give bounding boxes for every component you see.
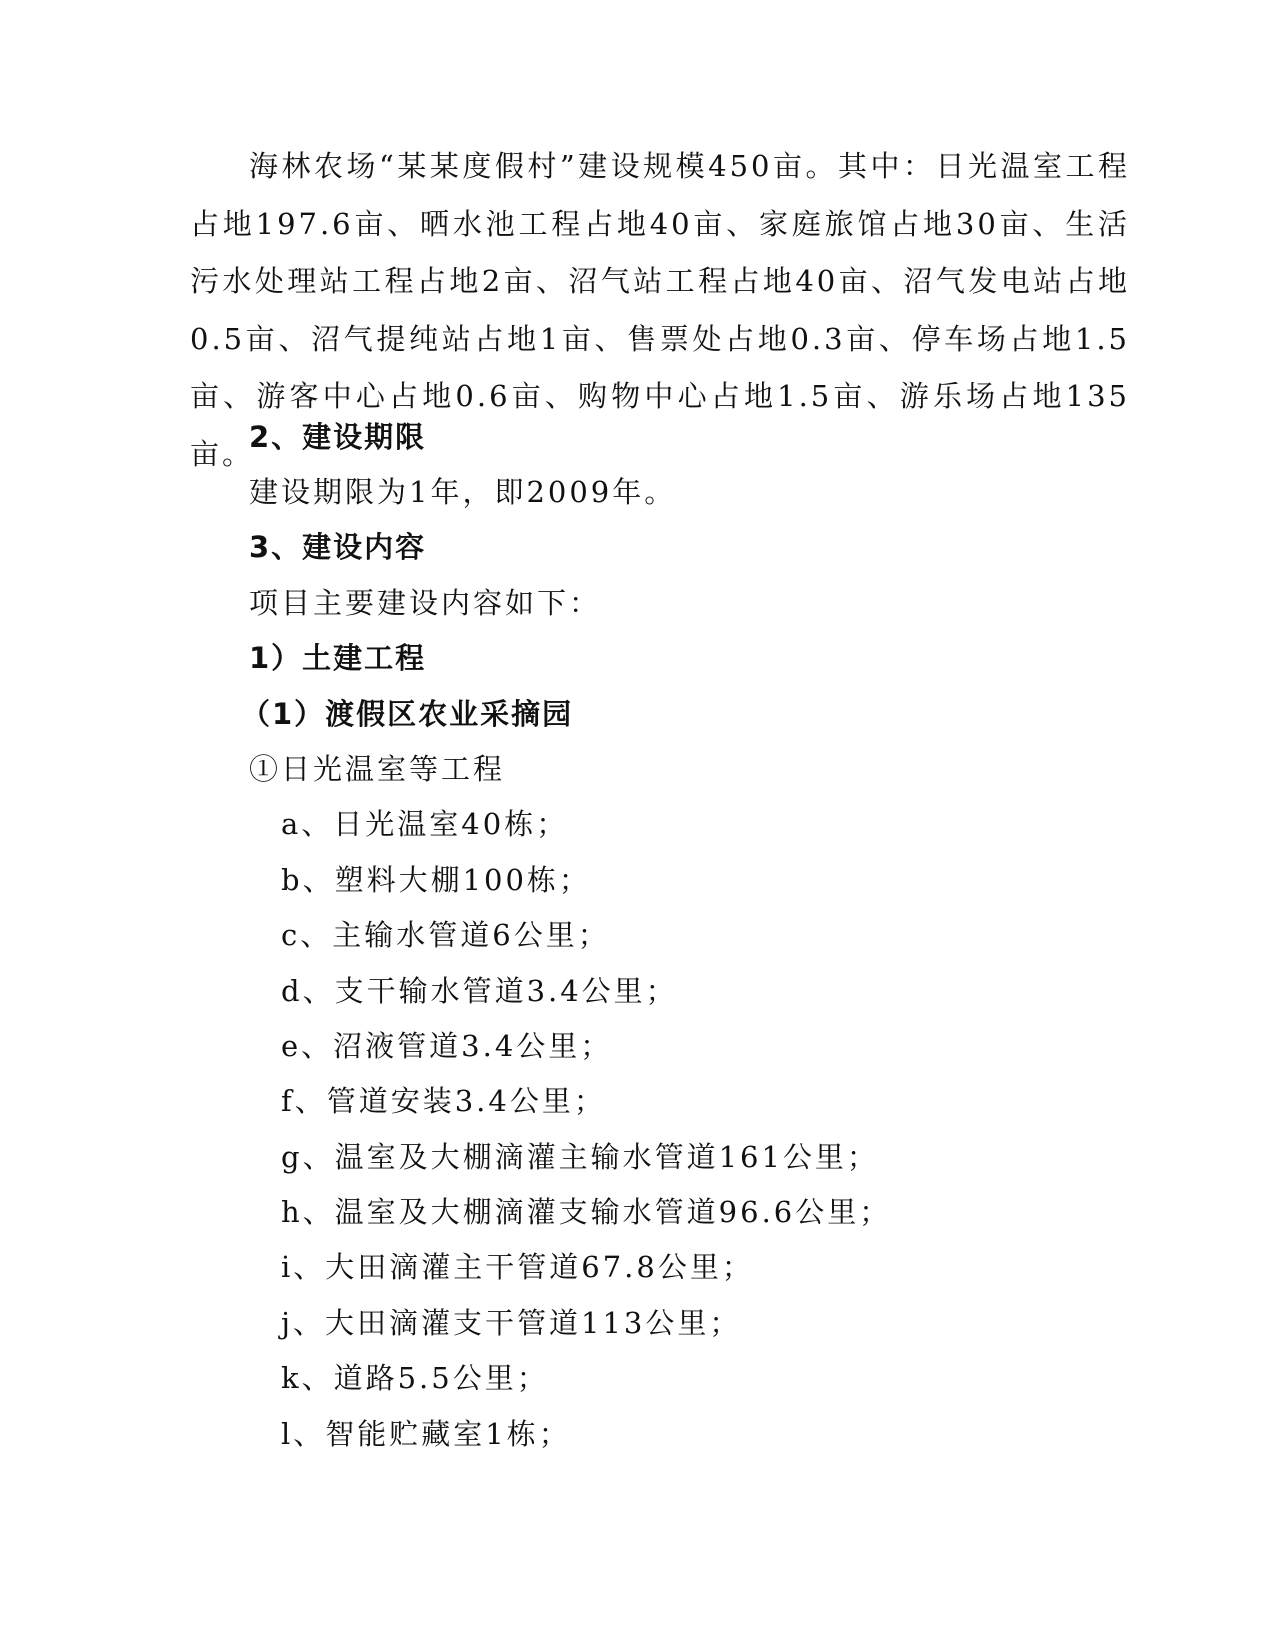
section-2-text: 建设期限为1年，即2009年。: [249, 475, 677, 509]
list-item: c、主输水管道6公里；: [281, 918, 610, 952]
subheading-civil-works: 1）土建工程: [249, 641, 427, 675]
list-item: g、温室及大棚滴灌主输水管道161公里；: [281, 1140, 879, 1174]
list-item: i、大田滴灌主干管道67.8公里；: [281, 1250, 754, 1284]
list-item: k、道路5.5公里；: [281, 1361, 549, 1395]
section-2-heading: 2、建设期限: [249, 420, 427, 454]
list-item: l、智能贮藏室1栋；: [281, 1417, 571, 1451]
list-item: d、支干输水管道3.4公里；: [281, 974, 678, 1008]
section-3-heading: 3、建设内容: [249, 530, 427, 564]
list-item: j、大田滴灌支干管道113公里；: [281, 1306, 742, 1340]
item-group-title: ①日光温室等工程: [249, 752, 506, 786]
list-item: b、塑料大棚100栋；: [281, 863, 591, 897]
list-item: a、日光温室40栋；: [281, 807, 569, 841]
list-item: h、温室及大棚滴灌支输水管道96.6公里；: [281, 1195, 892, 1229]
list-item: e、沼液管道3.4公里；: [281, 1029, 613, 1063]
list-item: f、管道安装3.4公里；: [281, 1084, 606, 1118]
intro-paragraph: 海林农场“某某度假村”建设规模450亩。其中：日光温室工程占地197.6亩、晒水池工程占地40亩、家庭旅馆占地30亩、生活污水处理站工程占地2亩、沼气站工程占地40亩、沼气发电站占地0.5亩、沼气提纯站占地1亩、售票处占地0.3亩、停车场占地1.5亩、游客中心占地0.6亩、购物中心占地1.5亩、游乐场占地135亩。: [190, 149, 1130, 471]
subheading-picking-garden: （1）渡假区农业采摘园: [241, 697, 574, 731]
section-3-intro: 项目主要建设内容如下：: [249, 586, 602, 620]
